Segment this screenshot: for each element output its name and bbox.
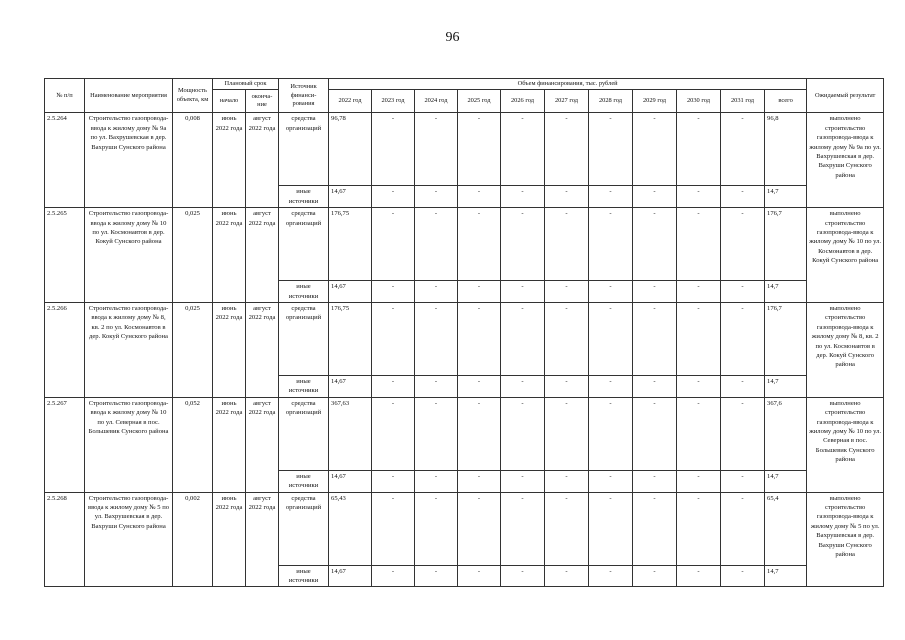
row-total: 14,7 [765, 565, 807, 587]
row-value: - [633, 303, 677, 376]
row-capacity: 0,052 [173, 397, 213, 492]
row-value: - [721, 376, 765, 398]
header-year-2031: 2031 год [721, 90, 765, 113]
row-value: 367,63 [329, 397, 372, 470]
row-source: средства организаций [279, 492, 329, 565]
header-year-2024: 2024 год [415, 90, 458, 113]
row-number: 2.5.268 [45, 492, 85, 587]
row-value: - [372, 113, 415, 186]
row-source: средства организаций [279, 208, 329, 281]
row-value: 14,67 [329, 186, 372, 208]
table-body [45, 113, 884, 587]
header-total: всего [765, 90, 807, 113]
row-value: - [545, 281, 589, 303]
financing-table [44, 78, 884, 587]
row-value: - [545, 186, 589, 208]
row-value: - [372, 492, 415, 565]
row-value: - [501, 376, 545, 398]
row-result: выполнено строительство газопровода-ввода к жилому дому № 5 по ул. Вахрушевская в дер. Вахруши Сунского района [807, 492, 884, 587]
row-value: - [415, 397, 458, 470]
row-value: - [458, 303, 501, 376]
row-result: выполнено строительство газопровода-ввода к жилому дому № 10 по ул. Космонавтов в дер. Кокуй Сунского района [807, 208, 884, 303]
row-value: - [677, 186, 721, 208]
row-total: 14,7 [765, 281, 807, 303]
row-value: - [415, 208, 458, 281]
row-start: июнь 2022 года [213, 397, 246, 492]
row-value: 65,43 [329, 492, 372, 565]
row-value: - [372, 470, 415, 492]
row-value: - [677, 303, 721, 376]
row-number: 2.5.264 [45, 113, 85, 208]
row-start: июнь 2022 года [213, 113, 246, 208]
header-year-2029: 2029 год [633, 90, 677, 113]
row-value: 176,75 [329, 208, 372, 281]
row-capacity: 0,025 [173, 303, 213, 398]
row-total: 14,7 [765, 376, 807, 398]
row-value: - [501, 113, 545, 186]
row-value: - [721, 186, 765, 208]
row-value: - [721, 208, 765, 281]
row-value: - [415, 376, 458, 398]
page-number: 96 [445, 30, 460, 45]
row-value: - [458, 186, 501, 208]
row-source: средства организаций [279, 397, 329, 470]
row-value: - [545, 397, 589, 470]
row-value: - [721, 565, 765, 587]
row-value: - [677, 470, 721, 492]
row-value: - [589, 186, 633, 208]
row-source: средства организаций [279, 113, 329, 186]
row-total: 367,6 [765, 397, 807, 470]
table-row [45, 397, 884, 470]
row-end: август 2022 года [246, 492, 279, 587]
table-row [45, 303, 884, 376]
row-value: - [677, 492, 721, 565]
row-value: - [677, 281, 721, 303]
row-value: - [415, 113, 458, 186]
row-result: выполнено строительство газопровода-ввода к жилому дому № 9а по ул. Вахрушевская в дер. Вахруши Сунского района [807, 113, 884, 208]
row-total: 14,7 [765, 186, 807, 208]
row-value: - [633, 397, 677, 470]
row-value: - [589, 565, 633, 587]
header-year-2027: 2027 год [545, 90, 589, 113]
row-value: - [372, 208, 415, 281]
row-value: 96,78 [329, 113, 372, 186]
row-value: - [415, 565, 458, 587]
row-result: выполнено строительство газопровода-ввода к жилому дому № 10 по ул. Северная в пос. Большевик Сунского района [807, 397, 884, 492]
row-value: - [633, 186, 677, 208]
row-value: - [372, 281, 415, 303]
row-value: 14,67 [329, 565, 372, 587]
row-name: Строительство газопровода-ввода к жилому дому № 9а по ул. Вахрушевская в дер. Вахруши Сунского района [85, 113, 173, 208]
row-source: иные источники [279, 470, 329, 492]
row-value: - [633, 113, 677, 186]
row-value: - [545, 113, 589, 186]
row-value: - [372, 303, 415, 376]
row-total: 96,8 [765, 113, 807, 186]
header-term: Плановый срок [213, 79, 279, 90]
row-source: иные источники [279, 565, 329, 587]
row-value: 14,67 [329, 281, 372, 303]
row-value: - [545, 208, 589, 281]
row-value: - [721, 113, 765, 186]
row-value: - [458, 376, 501, 398]
row-value: - [501, 186, 545, 208]
row-value: - [415, 303, 458, 376]
header-year-2028: 2028 год [589, 90, 633, 113]
row-value: - [589, 397, 633, 470]
row-value: - [372, 376, 415, 398]
row-value: - [458, 470, 501, 492]
row-source: иные источники [279, 186, 329, 208]
row-value: - [545, 303, 589, 376]
row-value: - [458, 281, 501, 303]
row-source: иные источники [279, 281, 329, 303]
header-year-2026: 2026 год [501, 90, 545, 113]
row-start: июнь 2022 года [213, 492, 246, 587]
row-value: - [501, 208, 545, 281]
row-value: - [677, 208, 721, 281]
header-source: Источник финанси-рования [279, 79, 329, 113]
row-value: - [501, 397, 545, 470]
row-value: - [677, 397, 721, 470]
table-row [45, 492, 884, 565]
row-number: 2.5.267 [45, 397, 85, 492]
row-end: август 2022 года [246, 397, 279, 492]
header-year-2023: 2023 год [372, 90, 415, 113]
row-value: - [415, 186, 458, 208]
table-row [45, 208, 884, 281]
row-capacity: 0,008 [173, 113, 213, 208]
row-total: 176,7 [765, 208, 807, 281]
row-value: - [458, 397, 501, 470]
row-value: - [633, 492, 677, 565]
row-name: Строительство газопровода-ввода к жилому дому № 10 по ул. Северная в пос. Большевик Сунского района [85, 397, 173, 492]
row-value: - [633, 470, 677, 492]
header-term-end: оконча-ние [246, 90, 279, 113]
row-capacity: 0,025 [173, 208, 213, 303]
row-capacity: 0,002 [173, 492, 213, 587]
row-value: - [589, 470, 633, 492]
row-start: июнь 2022 года [213, 208, 246, 303]
row-value: - [721, 303, 765, 376]
header-year-2030: 2030 год [677, 90, 721, 113]
header-year-2022: 2022 год [329, 90, 372, 113]
row-value: - [458, 208, 501, 281]
row-result: выполнено строительство газопровода-ввода к жилому дому № 8, кв. 2 по ул. Космонавтов в дер. Кокуй Сунского района [807, 303, 884, 398]
row-source: иные источники [279, 376, 329, 398]
row-value: 176,75 [329, 303, 372, 376]
row-value: - [415, 281, 458, 303]
row-source: средства организаций [279, 303, 329, 376]
row-value: - [501, 492, 545, 565]
row-value: - [721, 281, 765, 303]
header-capacity: Мощность объекта, км [173, 79, 213, 113]
row-value: - [458, 492, 501, 565]
row-value: - [677, 376, 721, 398]
header-name: Наименование мероприятия [85, 79, 173, 113]
row-value: - [372, 397, 415, 470]
row-value: - [633, 281, 677, 303]
row-value: - [372, 186, 415, 208]
row-value: - [721, 492, 765, 565]
row-name: Строительство газопровода-ввода к жилому дому № 10 по ул. Космонавтов в дер. Кокуй Сунского района [85, 208, 173, 303]
row-value: - [589, 303, 633, 376]
row-end: август 2022 года [246, 113, 279, 208]
header-result: Ожидаемый результат [807, 79, 884, 113]
row-value: - [545, 376, 589, 398]
row-end: август 2022 года [246, 303, 279, 398]
row-name: Строительство газопровода-ввода к жилому дому № 8, кв. 2 по ул. Космонавтов в дер. Кокуй Сунского района [85, 303, 173, 398]
header-year-2025: 2025 год [458, 90, 501, 113]
row-total: 65,4 [765, 492, 807, 565]
row-value: - [545, 470, 589, 492]
row-value: - [501, 470, 545, 492]
row-value: - [589, 281, 633, 303]
row-value: - [545, 492, 589, 565]
row-value: - [501, 565, 545, 587]
row-value: - [633, 208, 677, 281]
row-value: - [458, 565, 501, 587]
row-value: - [501, 281, 545, 303]
row-value: - [721, 397, 765, 470]
row-value: - [721, 470, 765, 492]
row-value: - [633, 376, 677, 398]
row-name: Строительство газопровода-ввода к жилому дому № 5 по ул. Вахрушевская в дер. Вахруши Сунского района [85, 492, 173, 587]
row-value: - [415, 470, 458, 492]
header-funding: Объем финансирования, тыс. рублей [329, 79, 807, 90]
row-value: - [589, 208, 633, 281]
row-value: - [589, 492, 633, 565]
row-value: - [545, 565, 589, 587]
row-value: - [458, 113, 501, 186]
row-value: 14,67 [329, 470, 372, 492]
row-value: - [633, 565, 677, 587]
row-value: - [677, 565, 721, 587]
row-value: - [501, 303, 545, 376]
row-value: - [589, 113, 633, 186]
row-value: - [589, 376, 633, 398]
table-row [45, 113, 884, 186]
header-num: № п/п [45, 79, 85, 113]
row-end: август 2022 года [246, 208, 279, 303]
row-number: 2.5.265 [45, 208, 85, 303]
row-total: 14,7 [765, 470, 807, 492]
header-term-start: начало [213, 90, 246, 113]
row-value: - [677, 113, 721, 186]
row-value: - [372, 565, 415, 587]
row-value: - [415, 492, 458, 565]
row-total: 176,7 [765, 303, 807, 376]
row-number: 2.5.266 [45, 303, 85, 398]
row-value: 14,67 [329, 376, 372, 398]
row-start: июнь 2022 года [213, 303, 246, 398]
